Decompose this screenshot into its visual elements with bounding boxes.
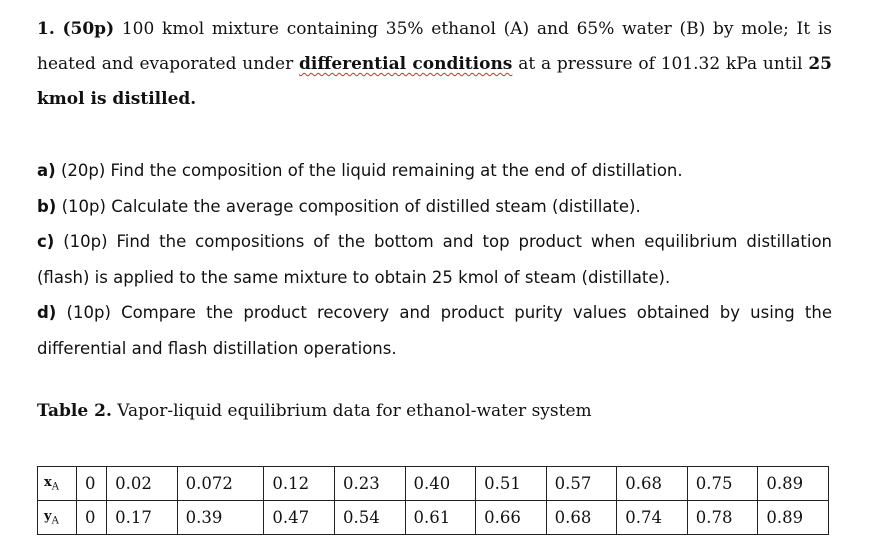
table-cell: 0.61 [405,501,476,535]
table-row-y [38,501,829,535]
problem-statement [37,12,832,117]
table-cell: 0.66 [476,501,547,535]
table-cell: 0.12 [264,467,335,501]
problem-number: 1. [37,19,55,39]
table-cell: 0.23 [334,467,405,501]
part-a-tag: a) [37,161,56,180]
table-cell: 0.75 [687,467,758,501]
table-cell: 0.74 [617,501,688,535]
table-cell: 0.89 [758,467,829,501]
part-a [37,153,832,189]
table-cell: 0.78 [687,501,758,535]
table-cell: 0.02 [107,467,178,501]
vle-table [37,466,829,535]
problem-points: (50p) [62,19,115,39]
problem-bold-phrase: differential conditions [299,54,513,74]
part-c-tag: c) [37,232,55,251]
table-caption-text: Vapor-liquid equilibrium data for ethanol-water system [117,401,592,421]
row-x-sub: A [51,481,59,493]
part-b-tag: b) [37,196,57,216]
row-x-header [38,467,77,501]
problem-text-a: 100 kmol mixture containing 35% ethanol (A) and 65% water (B) by mole; It is heated and evaporated under [37,19,832,74]
problem-bold-end: 25 kmol is distilled. [37,54,832,109]
problem-text-b: at a pressure of 101.32 kPa until [518,54,803,74]
table-cell: 0.47 [264,501,335,535]
table-cell: 0.57 [546,467,617,501]
row-y-sub: A [51,515,59,527]
part-d [37,295,832,366]
table-cell: 0.68 [617,467,688,501]
table-cell: 0 [77,467,107,501]
row-y-header [38,501,77,535]
question-parts [37,153,832,366]
table-cell: 0.072 [177,467,264,501]
row-y-symbol: y [44,508,52,524]
table-cell: 0 [77,501,107,535]
table-cell: 0.54 [334,501,405,535]
table-cell: 0.40 [405,467,476,501]
table-caption [37,401,592,421]
part-d-tag: d) [37,303,57,322]
table-row-x [38,467,829,501]
table-cell: 0.39 [177,501,264,535]
table-cell: 0.17 [107,501,178,535]
part-d-text: (10p) Compare the product recovery and product purity values obtained by using the differential and flash distillation operations. [37,303,833,358]
part-b-text: (10p) Calculate the average composition of distilled steam (distillate). [61,196,641,216]
table-cell: 0.51 [476,467,547,501]
part-c [37,224,832,295]
part-b [37,189,832,225]
table-label: Table 2. [37,401,112,421]
table-cell: 0.89 [758,501,829,535]
part-c-text: (10p) Find the compositions of the bottom and top product when equilibrium distillation (flash) is applied to the same mixture to obtain 25 kmol of steam (distillate). [37,232,833,287]
row-x-symbol: x [44,474,52,490]
part-a-text: (20p) Find the composition of the liquid remaining at the end of distillation. [60,161,683,180]
table-cell: 0.68 [546,501,617,535]
